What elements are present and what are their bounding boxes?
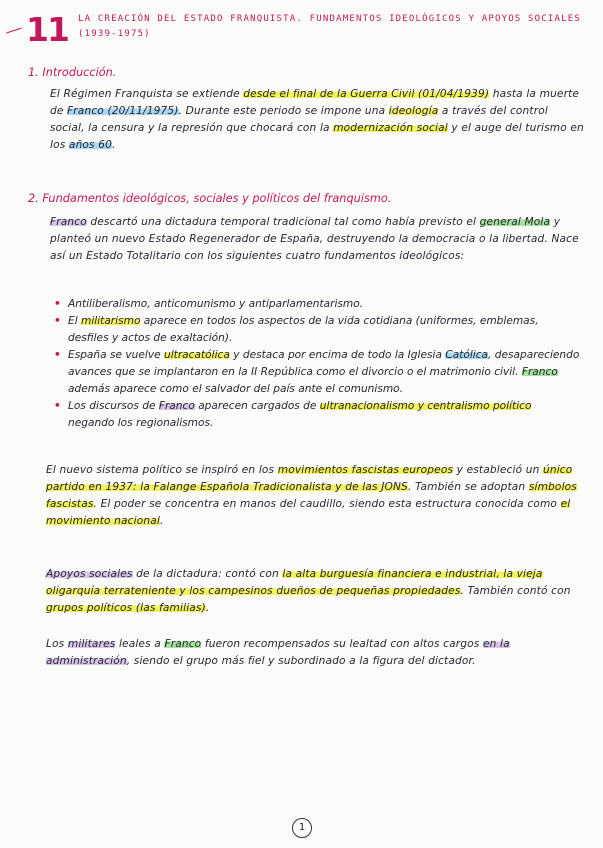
section-1-heading: 1. Introducción. — [28, 66, 117, 79]
section-2-heading: 2. Fundamentos ideológicos, sociales y políticos del franquismo. — [28, 192, 392, 205]
page-title: LA CREACIÓN DEL ESTADO FRANQUISTA. FUNDAMENTOS IDEOLÓGICOS Y APOYOS SOCIALES (1939-1975) — [78, 14, 582, 39]
military-paragraph: Los militares leales a Franco fueron recompensados su lealtad con altos cargos en la administración, siendo el grupo más fiel y subordinado a la figura del dictador. — [46, 638, 510, 667]
list-item: • Los discursos de Franco aparecen cargados de ultranacionalismo y centralismo político negando los regionalismos. — [54, 400, 532, 429]
political-system-paragraph: El nuevo sistema político se inspiró en los movimientos fascistas europeos y estableció un único partido en 1937: la Falange Española Tradicionalista y de las JONS. También se adoptan símbolos fascistas. El poder se concentra en manos del caudillo, siendo esta estructura conocida como el movimiento nacional. — [46, 464, 577, 527]
list-item: • El militarismo aparece en todos los aspectos de la vida cotidiana (uniformes, emblemas, desfiles y actos de exaltación). — [54, 315, 539, 344]
topic-number: 11 — [26, 10, 68, 49]
page-number: 1 — [292, 818, 312, 838]
margin-mark — [6, 28, 22, 34]
list-item: • España se vuelve ultracatólica y destaca por encima de todo la Iglesia Católica, desapareciendo avances que se implantaron en la II República como el divorcio o el matrimonio civil. Franco además aparece como el salvador del país ante el comunismo. — [54, 349, 580, 395]
list-item: • Antiliberalismo, anticomunismo y antiparlamentarismo. — [54, 298, 364, 310]
social-support-paragraph: Apoyos sociales de la dictadura: contó con la alta burguesía financiera e industrial, la vieja oligarquía terrateniente y los campesinos dueños de pequeñas propiedades. También contó con grupos políticos (las familias). — [46, 568, 571, 614]
section-2-intro-paragraph: Franco descartó una dictadura temporal tradicional tal como había previsto el general Mola y planteó un nuevo Estado Regenerador de España, destruyendo la democracia o la libertad. Nace así un Estado Totalitario con los siguientes cuatro fundamentos ideológicos: — [50, 216, 579, 262]
ideological-fundamentals-list — [50, 296, 580, 432]
section-1-paragraph: El Régimen Franquista se extiende desde el final de la Guerra Civil (01/04/1939) hasta la muerte de Franco (20/11/1975). Durante este periodo se impone una ideología a través del control social, la censura y la represión que chocará con la modernización social y el auge del turismo en los años 60. — [50, 88, 584, 151]
